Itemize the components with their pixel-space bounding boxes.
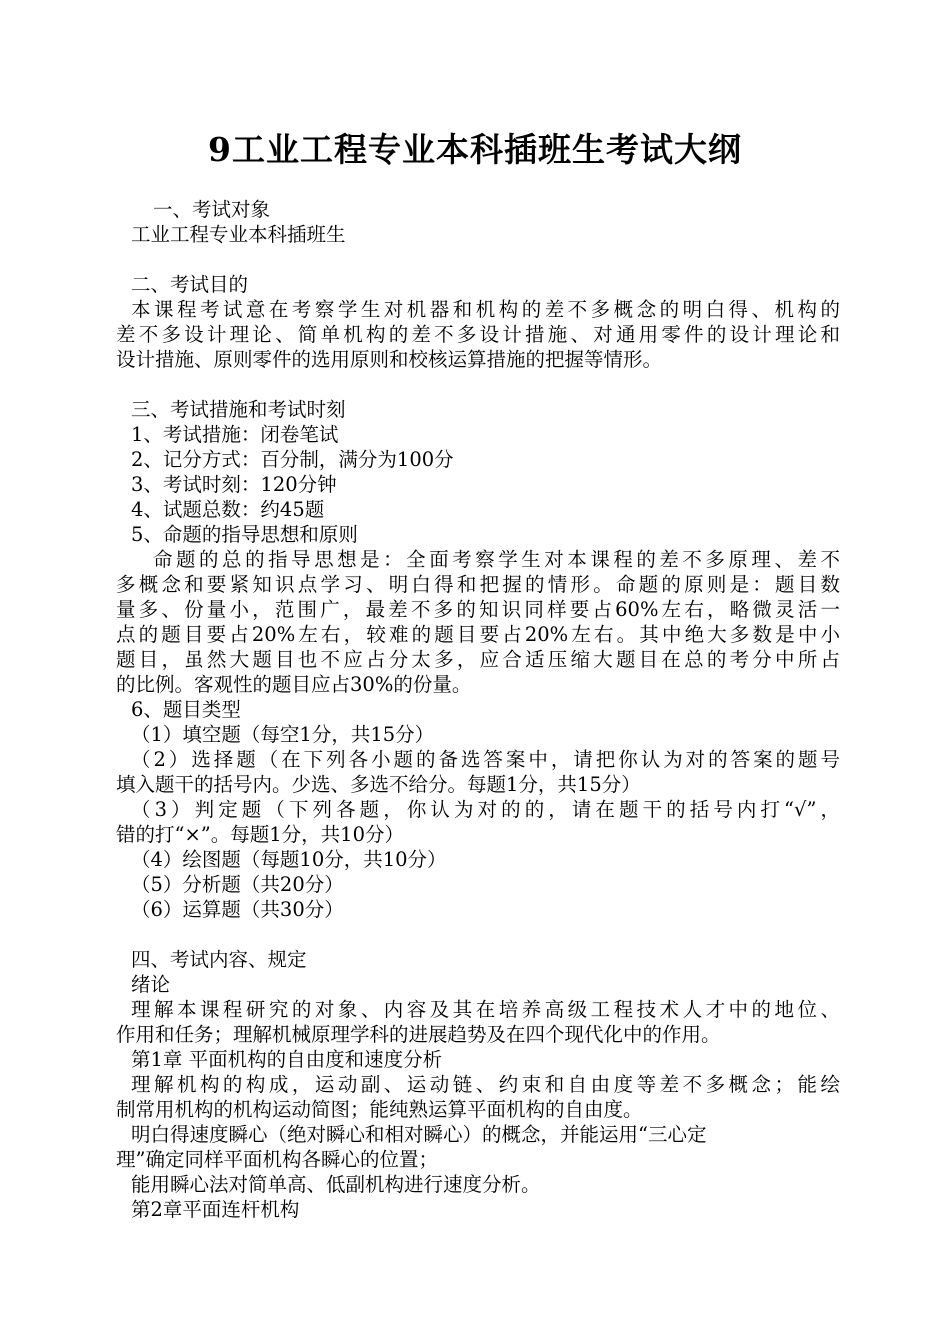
text-line: （1）填空题（每空1分，共15分） (131, 723, 435, 746)
text-line: 3、考试时刻：120分钟 (131, 473, 337, 496)
text-line: 的比例。客观性的题目应占30%的份量。 (116, 673, 472, 696)
text-line: 错的打“×”。每题1分，共10分） (116, 823, 404, 846)
text-line: 第2章平面连杆机构 (131, 1198, 300, 1221)
text-line: （2）选择题（在下列各小题的备选答案中，请把你认为对的答案的题号 (131, 748, 840, 771)
text-line: 6、题目类型 (131, 698, 241, 721)
text-line: 四、考试内容、规定 (131, 948, 307, 971)
text-line: 理解机构的构成，运动副、运动链、约束和自由度等差不多概念；能绘 (131, 1073, 840, 1096)
text-line: 量多、份量小，范围广，最差不多的知识同样要占60%左右，略微灵活一 (116, 598, 840, 621)
text-line: 2、记分方式：百分制，满分为100分 (131, 448, 454, 471)
text-line: 多概念和要紧知识点学习、明白得和把握的情形。命题的原则是：题目数 (116, 573, 840, 596)
text-line: 作用和任务；理解机械原理学科的进展趋势及在四个现代化中的作用。 (116, 1023, 721, 1046)
text-line: 绪论 (131, 973, 171, 996)
text-line: 本课程考试意在考察学生对机器和机构的差不多概念的明白得、机构的 (131, 298, 840, 321)
text-line: 题目，虽然大题目也不应占分太多，应合适压缩大题目在总的考分中所占 (116, 648, 840, 671)
text-line: 点的题目要占20%左右，较难的题目要占20%左右。其中绝大多数是中小 (116, 623, 840, 646)
text-line: 二、考试目的 (131, 273, 249, 296)
text-line: 理解本课程研究的对象、内容及其在培养高级工程技术人才中的地位、 (131, 998, 840, 1021)
text-line: 理”确定同样平面机构各瞬心的位置； (116, 1148, 438, 1171)
text-line: （6）运算题（共30分） (131, 898, 344, 921)
text-line: 工业工程专业本科插班生 (131, 223, 346, 246)
text-line: 命题的总的指导思想是：全面考察学生对本课程的差不多原理、差不 (153, 548, 840, 571)
text-line: 明白得速度瞬心（绝对瞬心和相对瞬心）的概念，并能运用“三心定 (131, 1123, 707, 1146)
text-line: 1、考试措施：闭卷笔试 (131, 423, 339, 446)
text-line: （4）绘图题（每题10分，共10分） (131, 848, 447, 871)
text-line: 能用瞬心法对简单高、低副机构进行速度分析。 (131, 1173, 541, 1196)
text-line: （5）分析题（共20分） (131, 873, 344, 896)
text-line: 4、试题总数：约45题 (131, 498, 325, 521)
text-line: 设计措施、原则零件的选用原则和校核运算措施的把握等情形。 (116, 348, 663, 371)
document-body (116, 197, 840, 1222)
text-line: 5、命题的指导思想和原则 (131, 523, 358, 546)
text-line: （3）判定题（下列各题，你认为对的的，请在题干的括号内打“√”， (131, 798, 840, 821)
text-line: 填入题干的括号内。少选、多选不给分。每题1分，共15分） (116, 773, 641, 796)
text-line: 差不多设计理论、简单机构的差不多设计措施、对通用零件的设计理论和 (116, 323, 840, 346)
text-line: 三、考试措施和考试时刻 (131, 398, 346, 421)
text-line: 第1章 平面机构的自由度和速度分析 (131, 1048, 443, 1071)
blank-line (116, 922, 840, 947)
text-line: 一、考试对象 (153, 198, 271, 221)
blank-line (116, 247, 840, 272)
document-title: 9工业工程专业本科插班生考试大纲 (208, 130, 742, 169)
blank-line (116, 372, 840, 397)
text-line: 制常用机构的机构运动简图；能纯熟运算平面机构的自由度。 (116, 1098, 643, 1121)
